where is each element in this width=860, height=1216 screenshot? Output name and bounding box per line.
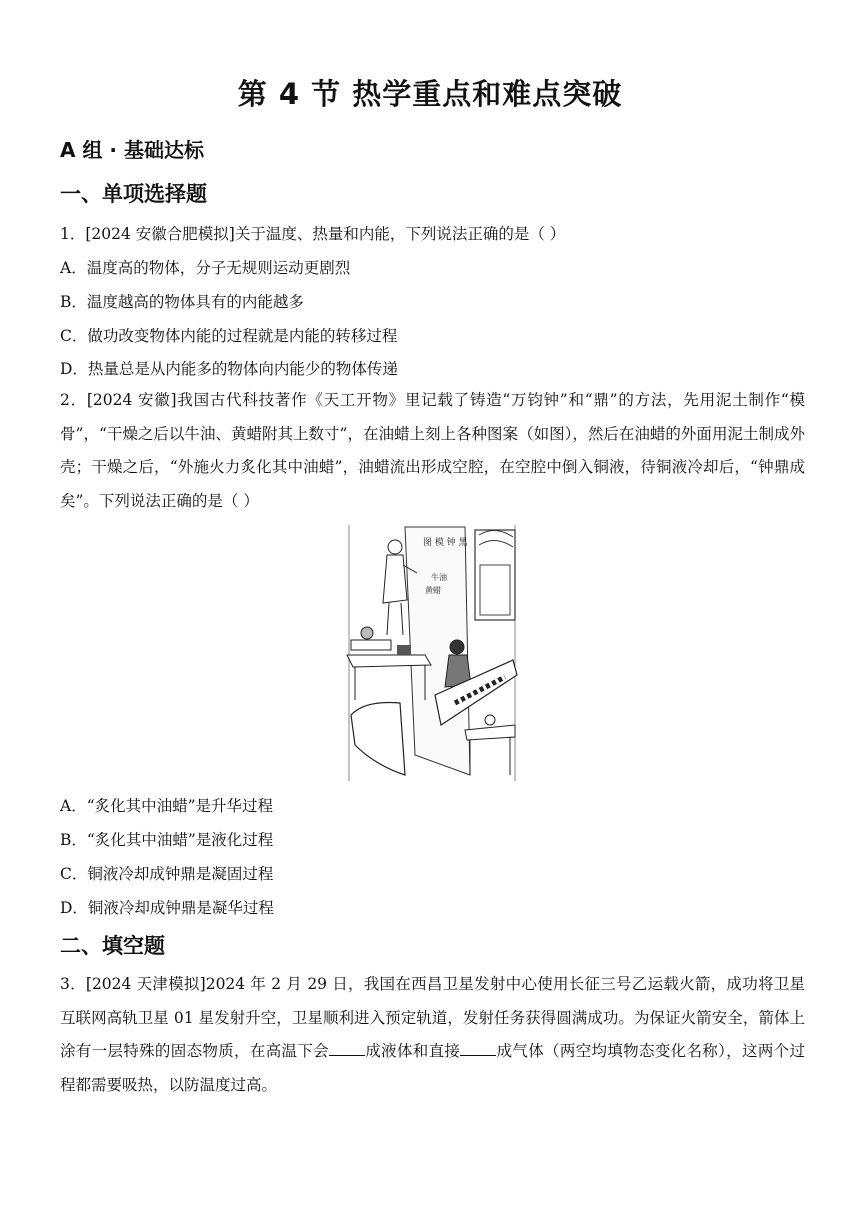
tiangong-kaiwu-illustration — [345, 525, 519, 781]
group-heading: A 组 · 基础达标 — [60, 138, 204, 162]
section-heading-fill-in: 二、填空题 — [60, 934, 165, 958]
svg-text:黄蜡: 黄蜡 — [425, 586, 441, 595]
question-3 — [60, 968, 805, 1102]
question-2-stem: 2．[2024 安徽]我国古代科技著作《天工开物》里记载了铸造“万钧钟”和“鼎”的方法，先用泥土制作“模骨”，“干燥之后以牛油、黄蜡附其上数寸”，在油蜡上刻上各种图案（如图），然后在油蜡的外面用泥土制成外壳；干燥之后，“外施火力炙化其中油蜡”，油蜡流出形成空腔，在空腔中倒入铜液，待铜液冷却后，“钟鼎成矣”。下列说法正确的是（ ） — [60, 391, 805, 510]
question-3-text-2: 成液体和直接 — [365, 1042, 461, 1060]
question-1-option-b: B．温度越高的物体具有的内能越多 — [60, 293, 304, 311]
question-2-option-a: A．“炙化其中油蜡”是升华过程 — [60, 797, 274, 815]
question-3-text-3: 成气体（两空均填物态变化名称），这两个过程都需要吸热，以防温度过高。 — [60, 1042, 805, 1094]
question-1-option-a: A．温度高的物体，分子无规则运动更剧烈 — [60, 259, 351, 277]
page-title: 第 4 节 热学重点和难点突破 — [237, 77, 623, 111]
answer-blank-2[interactable] — [460, 1041, 496, 1056]
question-2-option-c: C．铜液冷却成钟鼎是凝固过程 — [60, 865, 274, 883]
question-1-option-d: D．热量总是从内能多的物体向内能少的物体传递 — [60, 360, 398, 378]
answer-blank-1[interactable] — [329, 1041, 365, 1056]
question-2-option-d: D．铜液冷却成钟鼎是凝华过程 — [60, 899, 274, 917]
svg-text:图 模 钟 黑: 图 模 钟 黑 — [423, 538, 468, 548]
section-heading-single-choice: 一、单项选择题 — [60, 182, 207, 206]
question-1-option-c: C．做功改变物体内能的过程就是内能的转移过程 — [60, 327, 398, 345]
question-3-text-1: 3．[2024 天津模拟]2024 年 2 月 29 日，我国在西昌卫星发射中心使用长征三号乙运载火箭，成功将卫星互联网高轨卫星 01 星发射升空，卫星顺利进入预定轨道，发射任务获得圆满成功。为保证火箭安全，箭体上涂有一层特殊的固态物质，在高温下会 — [60, 975, 805, 1060]
question-2-option-b: B．“炙化其中油蜡”是液化过程 — [60, 831, 274, 849]
svg-text:牛油: 牛油 — [431, 573, 447, 582]
question-1-stem: 1．[2024 安徽合肥模拟]关于温度、热量和内能，下列说法正确的是（ ） — [60, 225, 566, 243]
